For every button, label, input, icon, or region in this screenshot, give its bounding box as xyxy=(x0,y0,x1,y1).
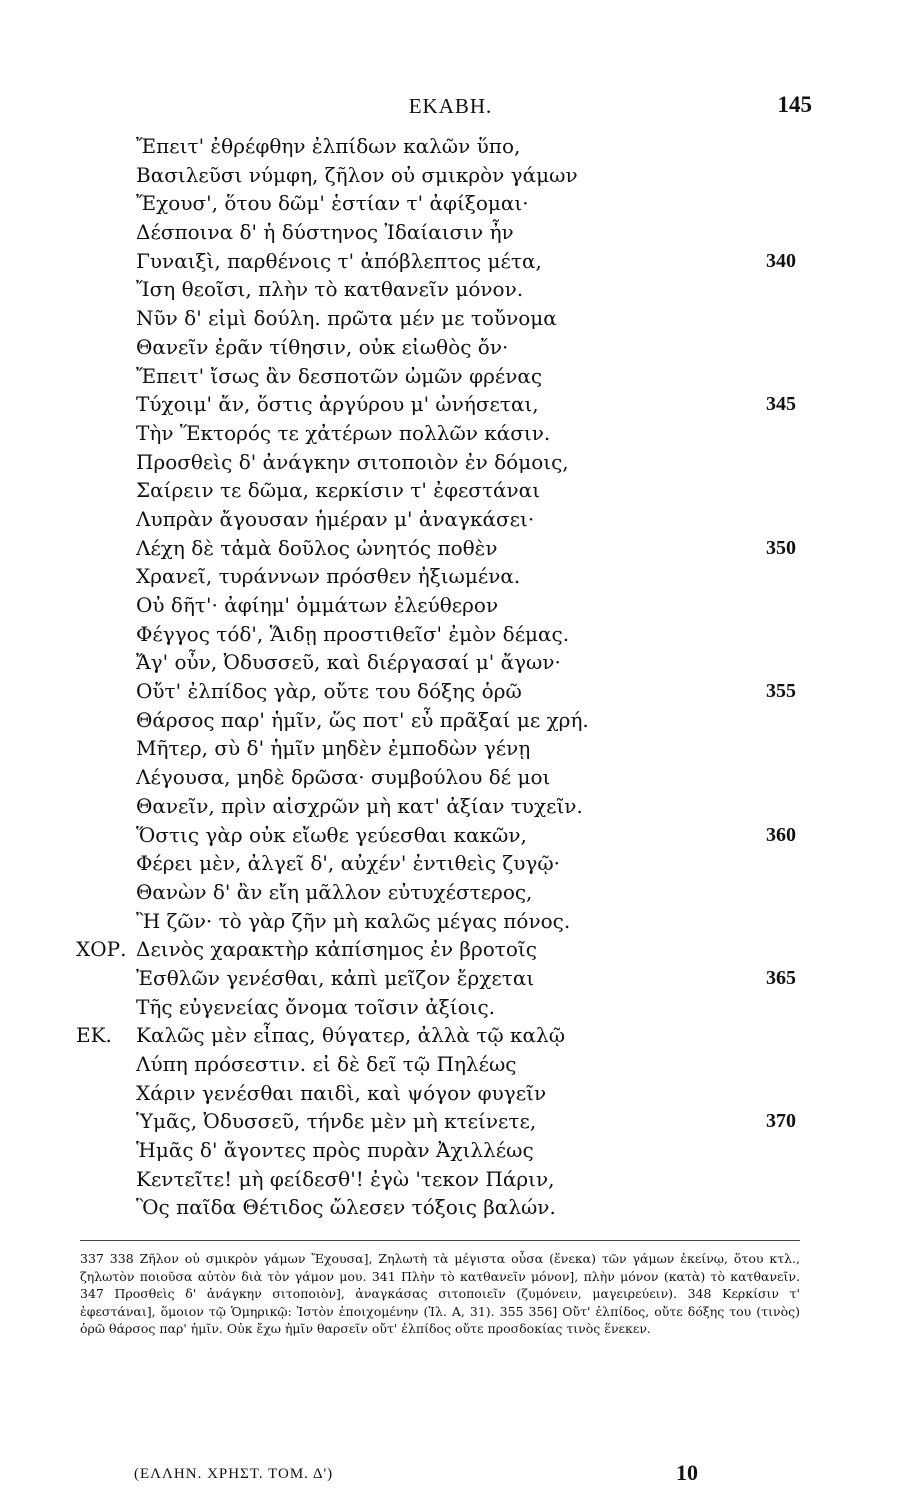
verse-line xyxy=(0,620,901,649)
speaker-label: ΧΟΡ. xyxy=(76,937,127,962)
verse-line xyxy=(0,161,901,190)
verse-text: Ἔχουσ', ὅτου δῶμ' ἑστίαν τ' ἀφίξομαι· xyxy=(136,191,529,216)
verse-line xyxy=(0,275,901,304)
verse-line xyxy=(0,189,901,218)
verse-line xyxy=(0,734,901,763)
verse-line xyxy=(0,534,901,563)
printer-signature: (ΕΛΛΗΝ. ΧΡΗΣΤ. ΤΟΜ. Δ') xyxy=(134,1466,334,1482)
verse-line xyxy=(0,648,901,677)
verse-text: Θανεῖν ἐρᾶν τίθησιν, οὐκ εἰωθὸς ὄν· xyxy=(136,334,509,359)
verse-text: Οὐ δῆτ'· ἀφίημ' ὀμμάτων ἐλεύθερον xyxy=(136,593,499,617)
verse-text: Γυναιξὶ, παρθένοις τ' ἀπόβλεπτος μέτα, xyxy=(136,248,542,273)
verse-block xyxy=(0,132,901,1222)
line-number: 365 xyxy=(766,966,796,989)
page-number: 145 xyxy=(777,92,812,117)
verse-line xyxy=(0,218,901,247)
verse-line xyxy=(0,333,901,362)
verse-text: Κεντεῖτε! μὴ φείδεσθ'! ἐγὼ 'τεκον Πάριν, xyxy=(136,1166,555,1191)
verse-text: Ἢ ζῶν· τὸ γὰρ ζῆν μὴ καλῶς μέγας πόνος. xyxy=(136,908,571,933)
verse-text: Φέγγος τόδ', Ἅιδῃ προστιθεῖσ' ἐμὸν δέμας. xyxy=(136,621,570,646)
verse-line xyxy=(0,763,901,792)
line-number: 350 xyxy=(766,536,796,559)
verse-text: Χάριν γενέσθαι παιδὶ, καὶ ψόγον φυγεῖν xyxy=(136,1080,547,1105)
verse-text: Λέγουσα, μηδὲ δρῶσα· συμβούλου δέ μοι xyxy=(136,765,551,790)
verse-text: Ἴση θεοῖσι, πλὴν τὸ κατθανεῖν μόνον. xyxy=(136,277,524,302)
verse-text: Δεινὸς χαρακτὴρ κἀπίσημος ἐν βροτοῖς xyxy=(136,937,537,962)
verse-text: Μῆτερ, σὺ δ' ἡμῖν μηδὲν ἐμποδὼν γένῃ xyxy=(136,736,531,761)
verse-line xyxy=(0,1136,901,1165)
verse-text: Ἄγ' οὖν, Ὀδυσσεῦ, καὶ διέργασαί μ' ἄγων· xyxy=(136,650,561,675)
verse-text: Λύπη πρόσεστιν. εἰ δὲ δεῖ τῷ Πηλέως xyxy=(136,1052,517,1076)
footnotes xyxy=(80,1250,800,1338)
verse-text: Καλῶς μὲν εἶπας, θύγατερ, ἀλλὰ τῷ καλῷ xyxy=(136,1023,566,1048)
verse-text: Βασιλεῦσι νύμφη, ζῆλον οὐ σμικρὸν γάμων xyxy=(136,162,578,187)
verse-line xyxy=(0,878,901,907)
verse-line xyxy=(0,304,901,333)
verse-text: Θανεῖν, πρὶν αἰσχρῶν μὴ κατ' ἀξίαν τυχεῖν. xyxy=(136,793,583,818)
verse-text: Θάρσος παρ' ἡμῖν, ὥς ποτ' εὖ πρᾶξαί με χρή. xyxy=(136,707,589,732)
verse-line xyxy=(0,677,901,706)
line-number: 355 xyxy=(766,680,796,703)
verse-line xyxy=(0,907,901,936)
verse-text: Φέρει μὲν, ἀλγεῖ δ', αὐχέν' ἐντιθεὶς ζυγῷ· xyxy=(136,851,561,876)
verse-text: Λέχη δὲ τἀμὰ δοῦλος ὠνητός ποθὲν xyxy=(136,535,498,560)
verse-text: Θανὼν δ' ἂν εἴη μᾶλλον εὐτυχέστερος, xyxy=(136,879,533,904)
verse-line xyxy=(0,1193,901,1222)
footnote-rule xyxy=(80,1240,800,1241)
line-number: 370 xyxy=(766,1110,796,1133)
verse-text: Τῆς εὐγενείας ὄνομα τοῖσιν ἀξίοις. xyxy=(136,994,496,1019)
verse-text: Ἡμᾶς δ' ἄγοντες πρὸς πυρὰν Ἀχιλλέως xyxy=(136,1138,534,1163)
verse-line xyxy=(0,821,901,850)
verse-text: Δέσποινα δ' ἡ δύστηνος Ἰδαίαισιν ἦν xyxy=(136,220,514,245)
verse-line xyxy=(0,1079,901,1108)
verse-text: Προσθεὶς δ' ἀνάγκην σιτοποιὸν ἐν δόμοις, xyxy=(136,449,569,474)
verse-text: Χρανεῖ, τυράννων πρόσθεν ἠξιωμένα. xyxy=(136,564,521,589)
verse-text: Ὅστις γὰρ οὐκ εἴωθε γεύεσθαι κακῶν, xyxy=(136,822,527,847)
footnote-paragraph: 337 338 Ζῆλον οὐ σμικρὸν γάμων Ἔχουσα], Ζηλωτὴ τὰ μέγιστα οὖσα (ἕνεκα) τῶν γάμων ἐκείνῳ, ὅτου κτλ., ζηλωτὸν ποιοῦσα αὐτὸν διὰ τὸν γάμον μου. 341 Πλὴν τὸ κατθανεῖν μόνον], πλὴν μόνον (κατὰ) τὸ κατθανεῖν. 347 Προσθεὶς δ' ἀνάγκην σιτοποιὸν], ἀναγκάσας σιτοποιεῖν (ζυμόνειν, μαγειρεύειν). 348 Κερκίσιν τ' ἐφεστάναι], ὅμοιον τῷ Ὁμηρικῷ: Ἱστὸν ἐποιχομένην (Ἰλ. Α, 31). 355 356] Οὔτ' ἐλπίδος, οὔτε δόξης του (τινὸς) ὁρῶ θάρσος παρ' ἡμῖν. Οὐκ ἔχω ἡμῖν θαρσεῖν οὔτ' ἐλπίδος οὔτε προσδοκίας τινὸς ἕνεκεν. xyxy=(80,1251,800,1337)
verse-line xyxy=(0,1021,901,1050)
speaker-label: ΕΚ. xyxy=(76,1023,112,1048)
verse-text: Ὃς παῖδα Θέτιδος ὤλεσεν τόξοις βαλών. xyxy=(136,1195,556,1220)
verse-text: Σαίρειν τε δῶμα, κερκίσιν τ' ἐφεστάναι xyxy=(136,478,541,503)
verse-text: Νῦν δ' εἰμὶ δούλη. πρῶτα μέν με τοὔνομα xyxy=(136,306,557,331)
verse-line xyxy=(0,849,901,878)
verse-text: Οὔτ' ἐλπίδος γὰρ, οὔτε του δόξης ὁρῶ xyxy=(136,679,522,704)
verse-line xyxy=(0,706,901,735)
running-title: ΕΚΑΒΗ. xyxy=(408,94,493,118)
verse-line xyxy=(0,419,901,448)
line-number: 345 xyxy=(766,393,796,416)
verse-text: Ἔπειτ' ἴσως ἂν δεσποτῶν ὠμῶν φρένας xyxy=(136,363,543,388)
verse-text: Τύχοιμ' ἄν, ὅστις ἀργύρου μ' ὠνήσεται, xyxy=(136,392,539,417)
line-number: 360 xyxy=(766,823,796,846)
verse-line xyxy=(0,1107,901,1136)
verse-text: Τὴν Ἕκτορός τε χἀτέρων πολλῶν κάσιν. xyxy=(136,420,551,445)
verse-text: Ἔπειτ' ἐθρέφθην ἐλπίδων καλῶν ὕπο, xyxy=(136,134,521,158)
verse-line xyxy=(0,1165,901,1194)
line-number: 340 xyxy=(766,249,796,272)
verse-text: Ὑμᾶς, Ὀδυσσεῦ, τήνδε μὲν μὴ κτείνετε, xyxy=(136,1109,537,1134)
verse-line xyxy=(0,505,901,534)
verse-line xyxy=(0,591,901,620)
verse-line xyxy=(0,476,901,505)
verse-line xyxy=(0,964,901,993)
verse-text: Λυπρὰν ἄγουσαν ἡμέραν μ' ἀναγκάσει· xyxy=(136,506,535,531)
verse-line xyxy=(0,1050,901,1079)
verse-line xyxy=(0,390,901,419)
verse-line xyxy=(0,993,901,1022)
verse-line xyxy=(0,562,901,591)
verse-text: Ἐσθλῶν γενέσθαι, κἀπὶ μεῖζον ἔρχεται xyxy=(136,965,535,990)
verse-line xyxy=(0,792,901,821)
verse-line xyxy=(0,247,901,276)
verse-line xyxy=(0,132,901,161)
sheet-number: 10 xyxy=(676,1460,698,1485)
verse-line xyxy=(0,362,901,391)
verse-line xyxy=(0,448,901,477)
verse-line xyxy=(0,935,901,964)
